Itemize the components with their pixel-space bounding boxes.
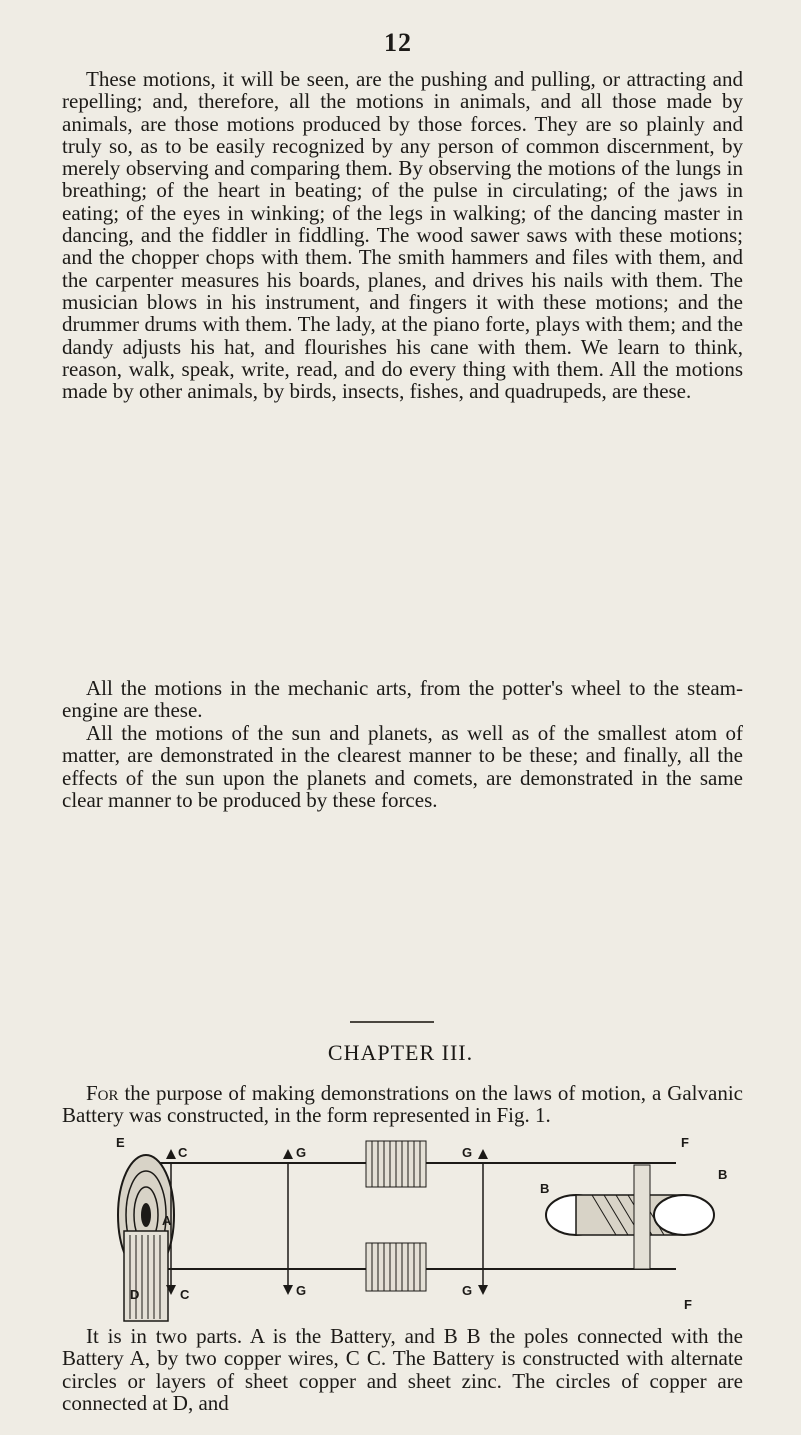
label-c-top: C [178, 1145, 188, 1160]
label-f-bottom: F [684, 1297, 692, 1312]
label-b-left: B [540, 1181, 550, 1196]
paragraph-two-parts: It is in two parts. A is the Battery, and B B the poles connected with the Battery A, by two copper wires, C C. The Battery is constructed with alternate circles or layers of sheet copper and sheet zinc. The circles of copper are connected at D, and [62, 1324, 743, 1415]
label-g-bottom-right: G [462, 1283, 473, 1298]
battery-a [118, 1155, 174, 1321]
paragraph-galvanic-text: the purpose of making demonstrations on the laws of motion, a Galvanic Battery was constructed, in the form represented in Fig. 1. [62, 1081, 743, 1128]
label-c-bottom: C [180, 1287, 190, 1302]
paragraph-galvanic-battery [62, 1082, 743, 1127]
label-a-left: A [162, 1213, 172, 1228]
coil-top [366, 1141, 426, 1187]
page-number: 12 [384, 28, 412, 57]
label-g-top: G [296, 1145, 307, 1160]
coil-bottom [366, 1243, 426, 1291]
poles-bb [546, 1165, 714, 1269]
paragraph-mechanic-arts: All the motions in the mechanic arts, from the potter's wheel to the steam-engine are these. [62, 676, 743, 723]
label-d: D [130, 1287, 140, 1302]
label-g-top-right: G [462, 1145, 473, 1160]
dropcap-word: For [86, 1081, 119, 1105]
label-b-right: B [718, 1167, 728, 1182]
chapter-title: CHAPTER III. [327, 1040, 474, 1065]
label-f-top: F [681, 1135, 689, 1150]
paragraph-motions: These motions, it will be seen, are the pushing and pulling, or attracting and repelling; and, therefore, all the motions in animals, and all those made by animals, are those motions produced by those forces. They are so plainly and truly so, as to be easily recognized by any person of common discernment, by merely observing and comparing them. By observing the motions of the lungs in breathing; of the heart in beating; of the pulse in circulating; of the jaws in eating; of the eyes in winking; of the legs in walking; of the dancing master in dancing, and the fiddler in fiddling. The wood sawer saws with these motions; and the chopper chops with them. The smith hammers and files with them, and the carpenter measures his boards, planes, and drives his nails with them. The musician blows in his instrument, and fingers it with these motions; and the drummer drums with them. The lady, at the piano forte, plays with them; and the dandy adjusts his hat, and flourishes his cane with them. We learn to think, reason, walk, speak, write, read, and do every thing with them. All the motions made by other animals, by birds, insects, fishes, and quadrupeds, are these. [62, 67, 743, 404]
label-g-bottom: G [296, 1283, 307, 1298]
section-divider [350, 1021, 434, 1023]
paragraph-sun-planets: All the motions of the sun and planets, as well as of the smallest atom of matter, are demonstrated in the clearest manner to be these; and finally, all the effects of the sun upon the planets and comets, are demonstrated in the same clear manner to be produced by these forces. [62, 721, 743, 812]
label-e: E [116, 1135, 125, 1150]
